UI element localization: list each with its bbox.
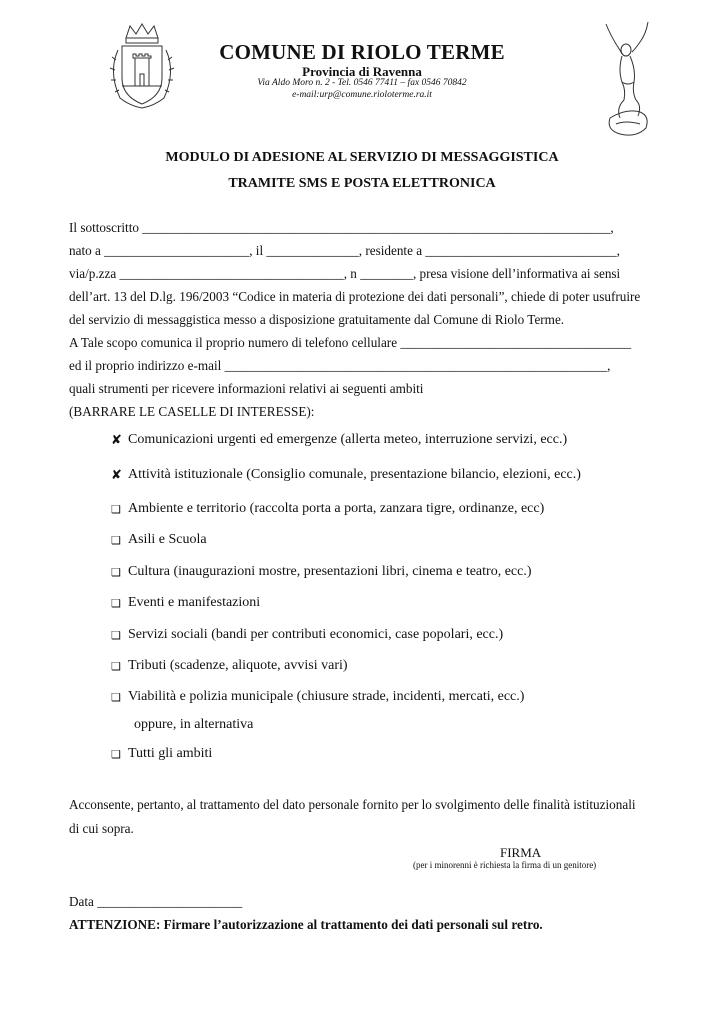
option-label: Comunicazioni urgenti ed emergenze (allerta meteo, interruzione servizi, ecc.) <box>128 432 568 447</box>
checked-x-icon[interactable]: ✘ <box>111 467 122 482</box>
option-events[interactable] <box>111 595 260 611</box>
option-social-services[interactable] <box>111 627 503 643</box>
body-line-birth: nato a ______________________, il ______________, residente a _____________________________, <box>69 243 620 258</box>
body-line-instruction: (BARRARE LE CASELLE DI INTERESSE): <box>69 404 315 419</box>
form-title-line1: MODULO DI ADESIONE AL SERVIZIO DI MESSAGGISTICA <box>165 150 559 165</box>
checkbox-icon[interactable]: ❑ <box>111 629 121 642</box>
checkbox-icon[interactable]: ❑ <box>111 597 121 610</box>
option-all[interactable] <box>111 746 212 762</box>
option-label: Cultura (inaugurazioni mostre, presentazioni libri, cinema e teatro, ecc.) <box>128 564 532 579</box>
option-label: Servizi sociali (bandi per contributi economici, case popolari, ecc.) <box>128 627 504 642</box>
checked-x-icon[interactable]: ✘ <box>111 432 122 447</box>
option-label: Attività istituzionale (Consiglio comunale, presentazione bilancio, elezioni, ecc.) <box>128 467 581 482</box>
municipality-title: COMUNE DI RIOLO TERME <box>219 40 505 64</box>
signature-label: FIRMA <box>500 845 542 860</box>
body-line-law: dell’art. 13 del D.lg. 196/2003 “Codice in materia di protezione dei dati personali”, chiede di poter usufruire <box>69 289 641 304</box>
body-line-email: ed il proprio indirizzo e-mail __________________________________________________________, <box>69 358 611 373</box>
option-label: Eventi e manifestazioni <box>128 595 261 610</box>
option-traffic-police[interactable] <box>111 689 524 705</box>
body-line-service: del servizio di messaggistica messo a disposizione gratuitamente dal Comune di Riolo Terme. <box>69 312 565 327</box>
checkbox-icon[interactable]: ❑ <box>111 503 121 516</box>
option-label: Tributi (scadenze, aliquote, avvisi vari) <box>128 658 348 673</box>
option-environment[interactable] <box>111 501 544 517</box>
option-label: Viabilità e polizia municipale (chiusure strade, incidenti, mercati, ecc.) <box>128 689 525 704</box>
option-label: Ambiente e territorio (raccolta porta a porta, zanzara tigre, ordinanze, ecc) <box>128 501 545 516</box>
option-label: Asili e Scuola <box>128 532 207 547</box>
address-line: Via Aldo Moro n. 2 - Tel. 0546 77411 – fax 0546 70842 <box>257 78 467 88</box>
checkbox-icon[interactable]: ❑ <box>111 660 121 673</box>
attention-notice: ATTENZIONE: Firmare l’autorizzazione al trattamento dei dati personali sul retro. <box>69 917 543 932</box>
option-schools[interactable] <box>111 532 207 548</box>
body-line-name: Il sottoscritto _______________________________________________________________________, <box>69 220 614 235</box>
consent-line-2: di cui sopra. <box>69 821 134 836</box>
checkbox-icon[interactable]: ❑ <box>111 534 121 547</box>
alternative-text: oppure, in alternativa <box>134 717 254 732</box>
checkbox-icon[interactable]: ❑ <box>111 748 121 761</box>
email-line: e-mail:urp@comune.rioloterme.ra.it <box>292 90 432 100</box>
checkbox-icon[interactable]: ❑ <box>111 566 121 579</box>
option-label: Tutti gli ambiti <box>128 746 213 761</box>
option-institutional-activity[interactable] <box>111 467 581 483</box>
option-urgent-communications[interactable] <box>111 432 567 448</box>
form-title-line2: TRAMITE SMS E POSTA ELETTRONICA <box>228 176 496 191</box>
option-taxes[interactable] <box>111 658 348 674</box>
consent-line-1: Acconsente, pertanto, al trattamento del dato personale fornito per lo svolgimento delle finalità istituzionali <box>69 797 636 812</box>
body-line-instruments: quali strumenti per ricevere informazioni relativi ai seguenti ambiti <box>69 381 424 396</box>
signature-note: (per i minorenni è richiesta la firma di un genitore) <box>413 860 597 870</box>
option-culture[interactable] <box>111 564 532 580</box>
checkbox-icon[interactable]: ❑ <box>111 691 121 704</box>
body-line-address: via/p.zza __________________________________, n ________, presa visione dell’informativa ai sensi <box>69 266 621 281</box>
body-line-phone: A Tale scopo comunica il proprio numero di telefono cellulare ___________________________________ <box>69 335 632 350</box>
date-field[interactable]: Data ______________________ <box>69 894 243 909</box>
province-subtitle: Provincia di Ravenna <box>302 64 422 79</box>
